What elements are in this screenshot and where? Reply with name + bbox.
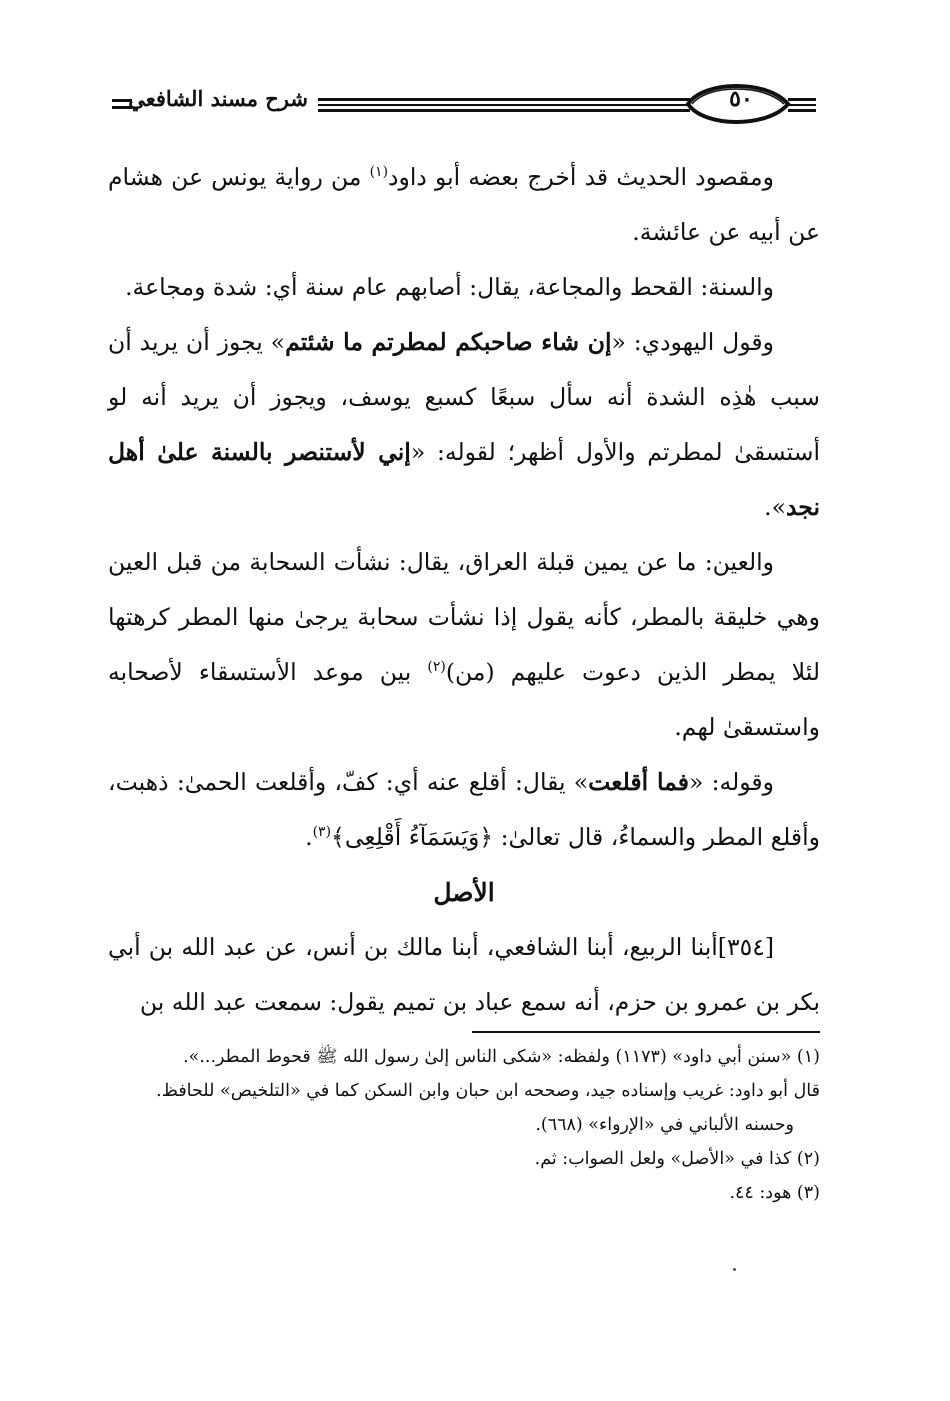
paragraph-6: [٣٥٤]أبنا الربيع، أبنا الشافعي، أبنا مالك بن أنس، عن عبد الله بن أبي بكر بن عمرو بن حزم، أنه سمع عباد بن تميم يقول: سمعت عبد الله بن — [108, 933, 820, 1016]
page-number: ٥٠ — [729, 86, 753, 112]
paragraph-3 — [108, 315, 820, 535]
running-title: شرح مسند الشافعي — [128, 86, 308, 111]
paragraph-1 — [108, 150, 820, 260]
footnote-2: (٢) كذا في «الأصل» ولعل الصواب: ثم. — [534, 1149, 820, 1169]
paragraph-5-end: . — [305, 823, 313, 851]
hadith-quote-3: فما أقلعت — [588, 768, 690, 796]
paragraph-2: والسنة: القحط والمجاعة، يقال: أصابهم عام سنة أي: شدة ومجاعة. — [125, 273, 774, 301]
footnote-ref-2[interactable]: (٢) — [427, 659, 446, 676]
hadith-quote-1: إن شاء صاحبكم لمطرتم ما شئتم — [285, 328, 612, 356]
paragraph-3-end: ». — [764, 493, 786, 521]
paragraph-1-text-cont: من رواية يونس عن هشام عن أبيه عن عائشة. — [108, 163, 820, 246]
main-text — [108, 150, 820, 1030]
paragraph-3-text: وقول اليهودي: « — [611, 328, 774, 356]
section-heading: الأصل — [433, 878, 495, 907]
footnotes — [108, 1040, 820, 1210]
footnote-ref-3[interactable]: (٣) — [312, 824, 332, 841]
paragraph-3-text-cont: » يجوز أن يريد أن سبب هٰذِه الشدة أنه سأل سبعًا كسبع يوسف، ويجوز أن يريد أنه لو أستسقىٰ لمطرتم والأول أظهر؛ لقوله: « — [108, 328, 820, 466]
hadith-quote-2: إني لأستنصر بالسنة علىٰ أهل نجد — [108, 438, 820, 521]
footnote-separator — [472, 1031, 820, 1033]
footnote-1-note: قال أبو داود: غريب وإسناده جيد، وصححه ابن حبان وابن السكن كما في «التلخيص» للحافظ. — [156, 1081, 820, 1101]
paragraph-4-text-cont: بين موعد الأستسقاء لأصحابه واستسقىٰ لهم. — [108, 658, 820, 741]
paragraph-5 — [108, 755, 820, 865]
paragraph-1-text: ومقصود الحديث قد أخرج بعضه أبو داود — [388, 163, 774, 191]
footnote-1: (١) «سنن أبي داود» (١١٧٣) ولفظه: «شكى الناس إلىٰ رسول الله ﷺ قحوط المطر...». — [183, 1047, 820, 1067]
footnote-1-grading: وحسنه الألباني في «الإرواء» (٦٦٨). — [535, 1115, 794, 1135]
footnote-ref-1[interactable]: (١) — [369, 164, 389, 181]
print-speck — [733, 1268, 736, 1271]
paragraph-4-text: والعين: ما عن يمين قبلة العراق، يقال: نشأت السحابة من قبل العين وهي خليقة بالمطر، كأنه يقول إذا نشأت سحابة يرجىٰ منها المطر كرهتها لئلا يمطر الذين دعوت عليهم (من) — [108, 548, 820, 686]
paragraph-4 — [108, 535, 820, 755]
footnote-3: (٣) هود: ٤٤. — [729, 1183, 820, 1203]
paragraph-5-text: وقوله: « — [689, 768, 774, 796]
paragraph-5-text-cont: » يقال: أقلع عنه أي: كفّ، وأقلعت الحمىٰ: ذهبت، وأقلع المطر والسماءُ، قال تعالىٰ: ﴿وَيَسَمَآءُ أَقْلِعِى﴾ — [108, 768, 820, 851]
page-header — [108, 72, 820, 136]
